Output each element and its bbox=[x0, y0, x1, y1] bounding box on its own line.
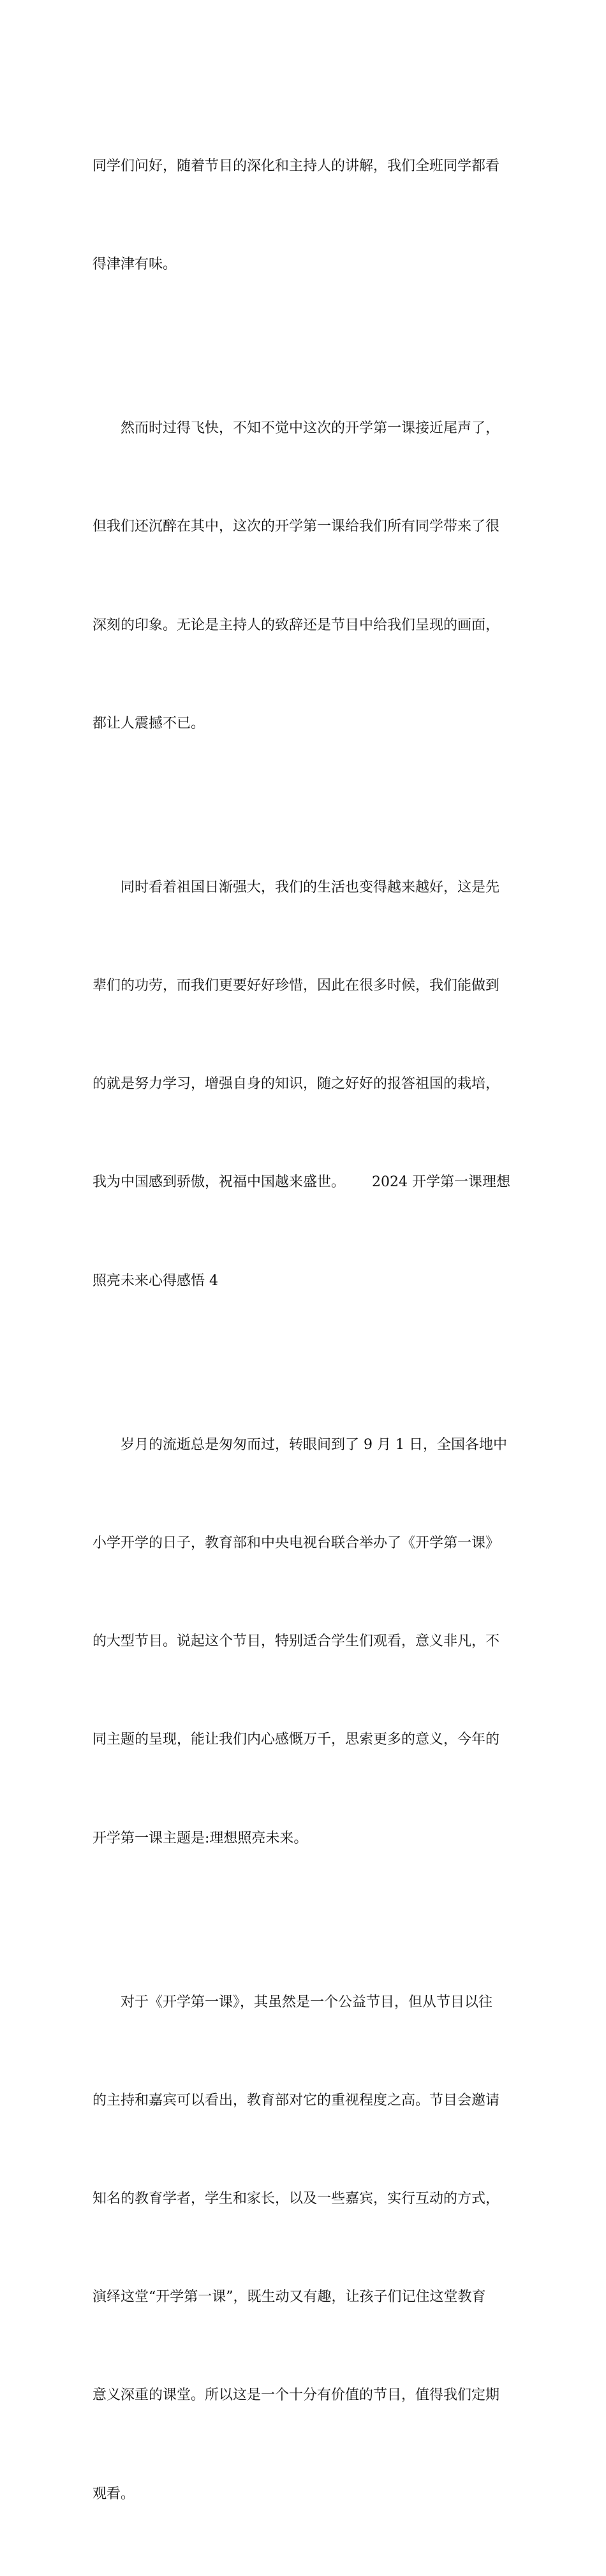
text-line: 意义深重的课堂。所以这是一个十分有价值的节目，值得我们定期 bbox=[92, 2387, 500, 2404]
text-line: 的就是努力学习，增强自身的知识，随之好好的报答祖国的栽培， bbox=[92, 1076, 500, 1093]
paragraph-3 bbox=[92, 806, 516, 1363]
text-line: 深刻的印象。无论是主持人的致辞还是节目中给我们呈现的画面， bbox=[92, 617, 500, 633]
text-line: 的大型节目。说起这个节目，特别适合学生们观看，意义非凡，不 bbox=[92, 1633, 500, 1650]
text-line: 岁月的流逝总是匆匆而过，转眼间到了 9 月 1 日，全国各地中 bbox=[121, 1436, 507, 1453]
text-line: 辈们的功劳，而我们更要好好珍惜，因此在很多时候，我们能做到 bbox=[92, 977, 500, 994]
document-body bbox=[92, 84, 516, 2576]
text-line: 同时看着祖国日渐强大，我们的生活也变得越来越好，这是先 bbox=[121, 879, 500, 895]
text-line: 小学开学的日子，教育部和中央电视台联合举办了《开学第一课》 bbox=[92, 1535, 500, 1551]
paragraph-5 bbox=[92, 1920, 516, 2576]
text-line: 知名的教育学者，学生和家长，以及一些嘉宾，实行互动的方式， bbox=[92, 2191, 500, 2207]
text-line: 对于《开学第一课》，其虽然是一个公益节目，但从节目以往 bbox=[121, 1994, 493, 2010]
text-line: 但我们还沉醉在其中，这次的开学第一课给我们所有同学带来了很 bbox=[92, 519, 500, 535]
text-line: 然而时过得飞快，不知不觉中这次的开学第一课接近尾声了， bbox=[121, 420, 500, 437]
text-line: 同学们问好，随着节目的深化和主持人的讲解，我们全班同学都看 bbox=[92, 158, 500, 174]
text-line: 得津津有味。 bbox=[92, 256, 177, 273]
paragraph-4 bbox=[92, 1363, 516, 1920]
paragraph-1 bbox=[92, 84, 516, 346]
text-line: 的主持和嘉宾可以看出，教育部对它的重视程度之高。节目会邀请 bbox=[92, 2092, 500, 2109]
paragraph-2 bbox=[92, 346, 516, 806]
text-line: 演绎这堂“开学第一课”，既生动又有趣，让孩子们记住这堂教育 bbox=[92, 2289, 486, 2306]
text-line: 同主题的呈现，能让我们内心感慨万千，思索更多的意义，今年的 bbox=[92, 1732, 500, 1748]
text-line: 照亮未来心得感悟 4 bbox=[92, 1272, 218, 1289]
text-line: 观看。 bbox=[92, 2485, 135, 2502]
text-line: 开学第一课主题是:理想照亮未来。 bbox=[92, 1830, 308, 1846]
text-line: 都让人震撼不已。 bbox=[92, 715, 205, 732]
text-line: 我为中国感到骄傲，祝福中国越来盛世。 2024 开学第一课理想 bbox=[92, 1174, 510, 1191]
